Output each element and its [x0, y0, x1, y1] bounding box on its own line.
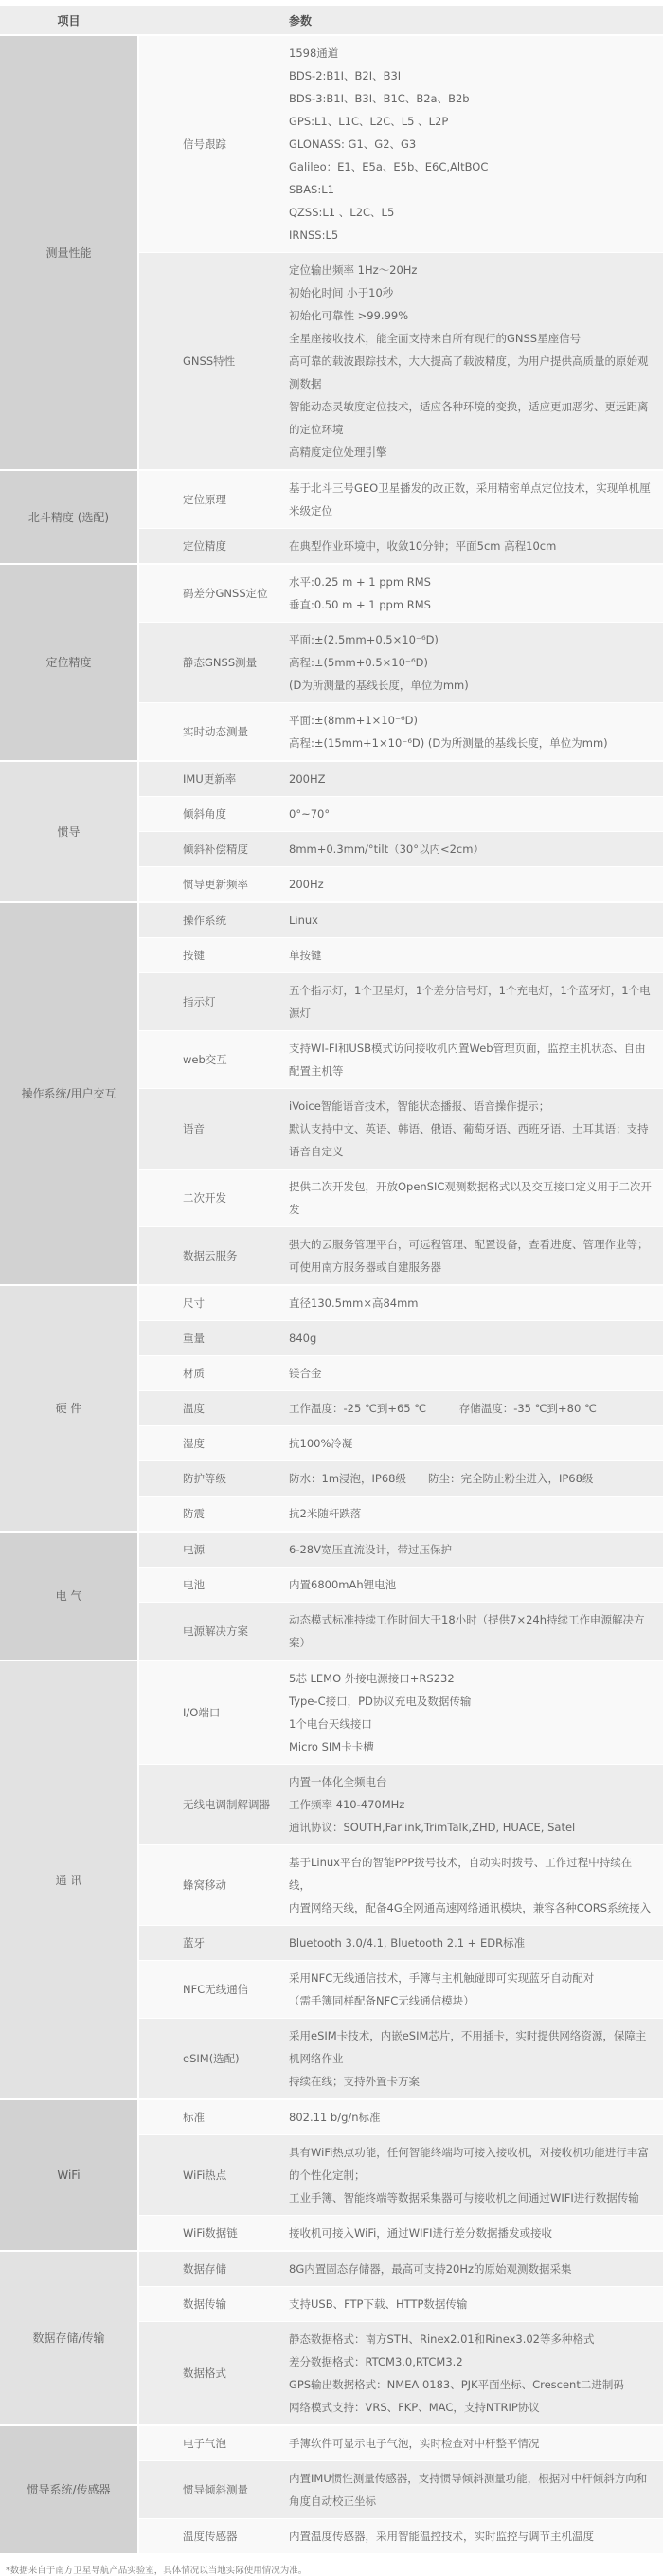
- param-value: [289, 1497, 663, 1531]
- param-value-line: 高可靠的载波跟踪技术，大大提高了载波精度，为用户提供高质量的原始观测数据: [289, 354, 649, 390]
- param-value-line: 抗100%冷凝: [289, 1437, 353, 1450]
- spec-section: [0, 2252, 663, 2424]
- spec-section: [0, 2426, 663, 2553]
- spec-section: [0, 36, 663, 469]
- param-value-line: iVoice智能语音技术，智能状态播报、语音操作提示；: [289, 1099, 550, 1113]
- param-value-line: 镁合金: [289, 1367, 322, 1380]
- param-value-line: 0°~70°: [289, 807, 331, 821]
- param-value: [289, 1568, 663, 1602]
- param-value-line: 采用NFC无线通信技术，手簿与主机触碰即可实现蓝牙自动配对: [289, 1971, 595, 1985]
- spec-row: [139, 1426, 663, 1461]
- param-label: NFC无线通信: [183, 1983, 249, 1996]
- param-value-line: 工业手簿、智能终端等数据采集器可与接收机之间通过WIFI进行数据传输: [289, 2191, 639, 2204]
- spec-row: [139, 2252, 663, 2287]
- param-value: [289, 832, 663, 866]
- param-value-line: 200Hz: [289, 878, 324, 891]
- param-value: [289, 938, 663, 972]
- spec-row: [139, 1568, 663, 1603]
- section-rows: [139, 1286, 663, 1531]
- param-value: [289, 2322, 663, 2424]
- spec-row: [139, 903, 663, 938]
- spec-row: [139, 2287, 663, 2322]
- param-value: [289, 2216, 663, 2250]
- spec-row: [139, 2461, 663, 2519]
- param-value-line: 防水：1m浸泡，IP68级 防尘：完全防止粉尘进入，IP68级: [289, 1472, 594, 1485]
- param-value: [289, 2519, 663, 2553]
- param-label: WiFi热点: [183, 2168, 227, 2182]
- spec-row: [139, 2019, 663, 2098]
- param-value-line: 802.11 b/g/n标准: [289, 2111, 381, 2124]
- spec-row: [139, 471, 663, 529]
- param-value: [289, 1661, 663, 1764]
- header-col-item: 项目: [57, 13, 81, 27]
- param-value: [289, 2019, 663, 2098]
- spec-row: [139, 1497, 663, 1531]
- param-value: [289, 623, 663, 702]
- param-value-line: 8G内置固态存储器，最高可支持20Hz的原始观测数据采集: [289, 2262, 572, 2276]
- param-value-line: (D为所测量的基线长度，单位为mm): [289, 679, 469, 692]
- param-value-line: SBAS:L1: [289, 183, 334, 196]
- param-value: [289, 762, 663, 796]
- param-label: eSIM(选配): [183, 2052, 240, 2065]
- param-label: 惯导倾斜测量: [183, 2483, 248, 2496]
- param-value-line: GLONASS: G1、G2、G3: [289, 137, 417, 151]
- section-rows: [139, 36, 663, 469]
- category-cell: 数据存储/传输: [0, 2252, 137, 2424]
- param-label: 指示灯: [183, 995, 216, 1008]
- param-value: [289, 1533, 663, 1567]
- param-value-line: 接收机可接入WiFi，通过WIFI进行差分数据播发或接收: [289, 2226, 553, 2240]
- param-label: 重量: [183, 1332, 205, 1345]
- param-label: 操作系统: [183, 914, 226, 927]
- spec-section: [0, 762, 663, 901]
- param-value-line: 初始化可靠性 >99.99%: [289, 309, 409, 322]
- spec-table-body: [0, 36, 663, 2553]
- spec-row: [139, 1461, 663, 1497]
- spec-section: [0, 903, 663, 1284]
- spec-row: [139, 1321, 663, 1356]
- spec-row: [139, 2426, 663, 2461]
- spec-row: [139, 797, 663, 832]
- section-rows: [139, 762, 663, 901]
- param-value: [289, 2287, 663, 2321]
- param-label: 电子气泡: [183, 2437, 226, 2450]
- spec-row: [139, 762, 663, 797]
- param-label: web交互: [183, 1053, 227, 1066]
- param-label: 标准: [183, 2111, 205, 2124]
- param-label: WiFi数据链: [183, 2226, 238, 2240]
- param-value: [289, 903, 663, 937]
- param-value-line: 工作频率 410-470MHz: [289, 1798, 405, 1811]
- param-label: 湿度: [183, 1437, 205, 1450]
- param-label: 无线电调制解调器: [183, 1798, 270, 1811]
- param-value-line: 水平:0.25 m + 1 ppm RMS: [289, 575, 431, 589]
- spec-section: [0, 565, 663, 760]
- param-value-line: 6-28V宽压直流设计，带过压保护: [289, 1543, 452, 1556]
- category-cell: 电 气: [0, 1533, 137, 1660]
- spec-row: [139, 1170, 663, 1227]
- spec-row: [139, 1765, 663, 1845]
- param-label: 温度传感器: [183, 2530, 238, 2543]
- category-cell: 测量性能: [0, 36, 137, 469]
- param-value-line: 默认支持中文、英语、韩语、俄语、葡萄牙语、西班牙语、土耳其语；支持语音自定义: [289, 1122, 649, 1158]
- param-label: GNSS特性: [183, 354, 236, 368]
- spec-section: [0, 471, 663, 563]
- param-value-line: 五个指示灯，1个卫星灯，1个差分信号灯，1个充电灯，1个蓝牙灯，1个电源灯: [289, 984, 651, 1020]
- spec-row: [139, 832, 663, 867]
- param-value-line: 动态模式标准持续工作时间大于18小时（提供7×24h持续工作电源解决方案）: [289, 1613, 645, 1649]
- param-label: 码差分GNSS定位: [183, 587, 268, 600]
- param-value-line: 抗2米随杆跌落: [289, 1507, 362, 1520]
- param-value: [289, 703, 663, 760]
- spec-row: [139, 973, 663, 1031]
- param-value-line: Micro SIM卡卡槽: [289, 1740, 374, 1753]
- section-rows: [139, 903, 663, 1284]
- param-value: [289, 2252, 663, 2286]
- param-value: [289, 1089, 663, 1169]
- param-value-line: GPS输出数据格式：NMEA 0183、PJK平面坐标、Crescent二进制码: [289, 2378, 624, 2391]
- param-value-line: 提供二次开发包，开放OpenSIC观测数据格式以及交互接口定义用于二次开发: [289, 1180, 652, 1216]
- header-col-param: 参数: [289, 13, 313, 27]
- param-label: 信号跟踪: [183, 137, 226, 151]
- section-rows: [139, 1661, 663, 2098]
- category-cell: 定位精度: [0, 565, 137, 760]
- spec-row: [139, 1961, 663, 2019]
- param-value: [289, 1961, 663, 2018]
- param-value: [289, 1391, 663, 1425]
- param-value: [289, 2426, 663, 2460]
- spec-row: [139, 2100, 663, 2135]
- spec-row: [139, 1286, 663, 1321]
- param-value-line: 具有WiFi热点功能，任何智能终端均可接入接收机，对接收机功能进行丰富的个性化定制；: [289, 2146, 649, 2182]
- param-label: 数据存储: [183, 2262, 226, 2276]
- param-value: [289, 1426, 663, 1460]
- param-label: 倾斜角度: [183, 807, 226, 821]
- param-value-line: QZSS:L1 、L2C、L5: [289, 206, 395, 219]
- param-value: [289, 1321, 663, 1355]
- spec-row: [139, 1391, 663, 1426]
- param-label: 蜂窝移动: [183, 1878, 226, 1892]
- spec-section: [0, 1286, 663, 1531]
- param-value-line: 差分数据格式：RTCM3.0,RTCM3.2: [289, 2355, 463, 2368]
- param-value: [289, 253, 663, 469]
- param-value: [289, 1170, 663, 1226]
- param-value: [289, 1286, 663, 1320]
- param-label: 尺寸: [183, 1297, 205, 1310]
- param-value-line: 1598通道: [289, 46, 339, 60]
- param-value-line: 1个电台天线接口: [289, 1717, 372, 1731]
- param-value-line: 支持USB、FTP下载、HTTP数据传输: [289, 2297, 468, 2311]
- param-value: [289, 973, 663, 1030]
- param-label: 电源解决方案: [183, 1624, 248, 1638]
- param-value: [289, 471, 663, 528]
- param-value-line: 基于Linux平台的智能PPP拨号技术，自动实时拨号、工作过程中持续在线，: [289, 1856, 633, 1892]
- param-value-line: （需手簿同样配备NFC无线通信模块）: [289, 1994, 475, 2007]
- param-value-line: 工作温度：-25 ℃到+65 ℃ 存储温度：-35 ℃到+80 ℃: [289, 1402, 597, 1415]
- category-cell: 北斗精度 (选配): [0, 471, 137, 563]
- param-label: 数据云服务: [183, 1249, 238, 1262]
- category-cell: 操作系统/用户交互: [0, 903, 137, 1284]
- spec-row: [139, 1227, 663, 1284]
- param-label: 语音: [183, 1122, 205, 1135]
- param-value: [289, 1926, 663, 1960]
- spec-section: [0, 1661, 663, 2098]
- param-value-line: 在典型作业环境中，收敛10分钟；平面5cm 高程10cm: [289, 539, 557, 553]
- param-value-line: 定位输出频率 1Hz～20Hz: [289, 263, 418, 277]
- param-value-line: 直径130.5mm×高84mm: [289, 1297, 419, 1310]
- param-value: [289, 2100, 663, 2134]
- param-value-line: 8mm+0.3mm/°tilt（30°以内<2cm）: [289, 843, 484, 856]
- param-value: [289, 1356, 663, 1390]
- category-cell: 硬 件: [0, 1286, 137, 1531]
- param-value-line: 通讯协议：SOUTH,Farlink,TrimTalk,ZHD, HUACE, Satel: [289, 1821, 576, 1834]
- param-label: I/O端口: [183, 1706, 221, 1719]
- spec-row: [139, 1661, 663, 1765]
- param-value: [289, 1765, 663, 1844]
- param-value-line: 平面:±(8mm+1×10⁻⁶D): [289, 714, 418, 727]
- param-value-line: 内置一体化全频电台: [289, 1775, 387, 1788]
- param-label: 静态GNSS测量: [183, 656, 258, 669]
- spec-row: [139, 529, 663, 563]
- param-value-line: 初始化时间 小于10秒: [289, 286, 394, 299]
- param-value-line: 手簿软件可显示电子气泡，实时检查对中杆整平情况: [289, 2437, 540, 2450]
- spec-row: [139, 2519, 663, 2553]
- param-label: 按键: [183, 949, 205, 962]
- param-value-line: Galileo：E1、E5a、E5b、E6C,AltBOC: [289, 160, 489, 173]
- param-label: 数据传输: [183, 2297, 226, 2311]
- param-value: [289, 797, 663, 831]
- param-value: [289, 529, 663, 563]
- param-value: [289, 1845, 663, 1925]
- param-label: 惯导更新频率: [183, 878, 248, 891]
- section-rows: [139, 2426, 663, 2553]
- spec-row: [139, 1031, 663, 1089]
- param-value-line: 内置网络天线，配备4G全网通高速网络通讯模块，兼容各种CORS系统接入: [289, 1901, 652, 1914]
- param-value-line: 内置6800mAh锂电池: [289, 1578, 397, 1591]
- section-rows: [139, 1533, 663, 1660]
- category-cell: 惯导系统/传感器: [0, 2426, 137, 2553]
- param-label: 数据格式: [183, 2367, 226, 2380]
- spec-row: [139, 1603, 663, 1660]
- param-value: [289, 565, 663, 622]
- param-value-line: 高程:±(5mm+0.5×10⁻⁶D): [289, 656, 428, 669]
- param-label: 蓝牙: [183, 1936, 205, 1950]
- spec-row: [139, 1356, 663, 1391]
- param-value-line: 可使用南方服务器或自建服务器: [289, 1261, 441, 1274]
- spec-row: [139, 253, 663, 469]
- param-label: 防护等级: [183, 1472, 226, 1485]
- section-rows: [139, 565, 663, 760]
- param-value-line: 内置温度传感器，采用智能温控技术，实时监控与调节主机温度: [289, 2530, 594, 2543]
- param-value-line: 智能动态灵敏度定位技术，适应各种环境的变换，适应更加恶劣、更远距离的定位环境: [289, 400, 649, 436]
- spec-row: [139, 938, 663, 973]
- spec-row: [139, 1089, 663, 1170]
- param-value-line: Type-C接口，PD协议充电及数据传输: [289, 1695, 472, 1708]
- param-label: 定位精度: [183, 539, 226, 553]
- param-value-line: 静态数据格式：南方STH、Rinex2.01和Rinex3.02等多种格式: [289, 2332, 595, 2346]
- table-header-row: [0, 6, 663, 34]
- param-value-line: 单按键: [289, 949, 322, 962]
- spec-row: [139, 2322, 663, 2424]
- param-label: 电池: [183, 1578, 205, 1591]
- spec-row: [139, 703, 663, 760]
- param-value: [289, 36, 663, 252]
- param-value-line: 网络模式支持：VRS、FKP、MAC，支持NTRIP协议: [289, 2401, 540, 2414]
- param-label: 倾斜补偿精度: [183, 843, 248, 856]
- spec-row: [139, 36, 663, 253]
- param-value-line: 持续在线；支持外置卡方案: [289, 2075, 420, 2088]
- param-value-line: 高程:±(15mm+1×10⁻⁶D) (D为所测量的基线长度，单位为mm): [289, 736, 608, 750]
- spec-row: [139, 867, 663, 901]
- spec-section: [0, 2100, 663, 2250]
- section-rows: [139, 2100, 663, 2250]
- param-label: 防震: [183, 1507, 205, 1520]
- spec-section: [0, 1533, 663, 1660]
- spec-row: [139, 1533, 663, 1568]
- param-value-line: 基于北斗三号GEO卫星播发的改正数，采用精密单点定位技术，实现单机厘米级定位: [289, 481, 651, 517]
- spec-row: [139, 2216, 663, 2250]
- param-value-line: GPS:L1、L1C、L2C、L5 、L2P: [289, 115, 449, 128]
- category-cell: 惯导: [0, 762, 137, 901]
- param-value: [289, 1461, 663, 1496]
- param-label: 实时动态测量: [183, 725, 248, 738]
- param-value-line: 采用eSIM卡技术，内嵌eSIM芯片，不用插卡，实时提供网络资源，保障主机网络作业: [289, 2029, 647, 2065]
- spec-row: [139, 1926, 663, 1961]
- spec-row: [139, 1845, 663, 1926]
- param-value-line: 内置IMU惯性测量传感器，支持惯导倾斜测量功能，根据对中杆倾斜方向和角度自动校正坐标: [289, 2472, 648, 2508]
- param-value-line: Linux: [289, 914, 318, 927]
- spec-row: [139, 2135, 663, 2216]
- spec-row: [139, 565, 663, 623]
- spec-row: [139, 623, 663, 703]
- section-rows: [139, 2252, 663, 2424]
- param-value-line: 支持WI-FI和USB模式访问接收机内置Web管理页面，监控主机状态、自由配置主机等: [289, 1042, 646, 1078]
- param-label: IMU更新率: [183, 772, 237, 786]
- section-rows: [139, 471, 663, 563]
- param-value-line: 平面:±(2.5mm+0.5×10⁻⁶D): [289, 633, 439, 646]
- param-label: 定位原理: [183, 493, 226, 506]
- param-value: [289, 1603, 663, 1660]
- param-value-line: 5芯 LEMO 外接电源接口+RS232: [289, 1672, 455, 1685]
- footnote: *数据来自于南方卫星导航产品实验室，具体情况以当地实际使用情况为准。: [6, 2566, 308, 2576]
- category-cell: 通 讯: [0, 1661, 137, 2098]
- param-value-line: BDS-2:B1I、B2I、B3I: [289, 69, 402, 82]
- param-value: [289, 2461, 663, 2518]
- param-value-line: BDS-3:B1I、B3I、B1C、B2a、B2b: [289, 92, 470, 105]
- param-value-line: 200HZ: [289, 772, 326, 786]
- param-label: 温度: [183, 1402, 205, 1415]
- param-value-line: 强大的云服务管理平台，可远程管理、配置设备，查看进度、管理作业等；: [289, 1238, 649, 1251]
- param-value-line: IRNSS:L5: [289, 228, 339, 242]
- param-value: [289, 1031, 663, 1088]
- param-value-line: 840g: [289, 1332, 317, 1345]
- param-label: 二次开发: [183, 1191, 226, 1205]
- param-value: [289, 867, 663, 901]
- param-label: 材质: [183, 1367, 205, 1380]
- param-value: [289, 2135, 663, 2215]
- param-label: 电源: [183, 1543, 205, 1556]
- param-value-line: 高精度定位处理引擎: [289, 445, 387, 459]
- param-value-line: 全星座接收技术，能全面支持来自所有现行的GNSS星座信号: [289, 332, 582, 345]
- param-value-line: Bluetooth 3.0/4.1, Bluetooth 2.1 + EDR标准: [289, 1936, 526, 1950]
- param-value: [289, 1227, 663, 1284]
- param-value-line: 垂直:0.50 m + 1 ppm RMS: [289, 598, 431, 611]
- category-cell: WiFi: [0, 2100, 137, 2250]
